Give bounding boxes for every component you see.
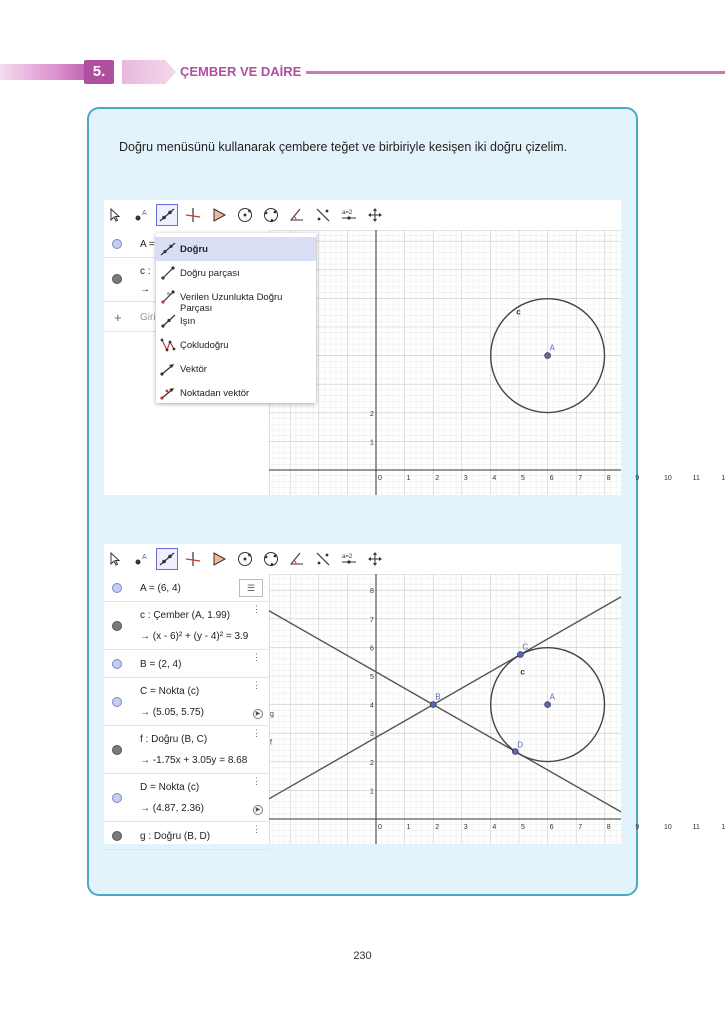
line-tool-icon[interactable] [156, 548, 178, 570]
menu-item-label: Doğru [180, 244, 208, 255]
menu-item-label: Işın [180, 316, 196, 327]
x-tick-label: 5 [521, 824, 525, 831]
x-tick-label: 5 [521, 475, 525, 482]
algebra-row-c-def[interactable] [104, 602, 269, 650]
visibility-toggle[interactable] [112, 697, 122, 707]
line-f[interactable] [269, 597, 621, 799]
point-A-label: A [549, 343, 555, 353]
move-tool-icon[interactable] [104, 204, 126, 226]
circle-through-points-icon[interactable] [260, 548, 282, 570]
visibility-toggle[interactable] [112, 659, 122, 669]
algebra-row-A-def[interactable] [104, 574, 269, 602]
algebra-value: → (5.05, 5.75) [140, 707, 204, 718]
y-tick-label: 3 [370, 731, 374, 739]
circle-center-point-icon[interactable] [234, 204, 256, 226]
polygon-icon[interactable] [208, 548, 230, 570]
visibility-toggle[interactable] [112, 831, 122, 841]
vector-icon [160, 361, 176, 377]
visibility-toggle[interactable] [112, 745, 122, 755]
angle-icon[interactable] [286, 548, 308, 570]
slider-text: a=2 [342, 210, 353, 216]
move-tool-icon[interactable] [104, 548, 126, 570]
menu-item-polyline[interactable] [156, 333, 316, 357]
algebra-definition: g : Doğru (B, D) [140, 831, 211, 842]
x-tick-label: 10 [664, 475, 672, 482]
menu-item-label: Verilen Uzunlukta Doğru Parçası [180, 292, 283, 314]
circle-c-label: c [520, 667, 525, 677]
chapter-number: 5. [84, 60, 114, 84]
point-D-label: D [517, 740, 524, 750]
segment-fixed-length-icon [160, 289, 176, 305]
more-options-icon[interactable]: ⋮ [252, 604, 261, 614]
x-tick-label: 10 [664, 824, 672, 831]
x-tick-label: 11 [692, 824, 700, 831]
menu-item-line[interactable] [156, 237, 316, 261]
move-graphics-icon[interactable] [364, 548, 386, 570]
y-tick-label: 2 [370, 759, 374, 767]
algebra-value: → (x - 6)² + (y - 4)² = 3.9 [140, 631, 249, 642]
x-tick-label: 6 [549, 475, 554, 482]
algebra-row-g-def[interactable] [104, 822, 269, 850]
menu-item-segment-fixed-length[interactable] [156, 285, 316, 314]
x-tick-label: 1 [721, 824, 725, 831]
play-animation-icon[interactable]: ▶ [253, 709, 263, 719]
graphics-view[interactable] [269, 574, 725, 844]
panel1-grid [269, 230, 621, 495]
algebra-definition: B = (2, 4) [140, 659, 182, 670]
line-f-label: f [270, 739, 272, 747]
x-tick-label: 2 [435, 475, 440, 482]
visibility-toggle[interactable] [112, 583, 122, 593]
x-tick-label: 0 [378, 824, 382, 831]
x-tick-label: 7 [578, 824, 583, 831]
svg-text:a: a [167, 291, 170, 297]
point-tool-icon[interactable] [130, 548, 152, 570]
toolbar [104, 200, 621, 231]
visibility-toggle[interactable] [112, 239, 122, 249]
x-tick-label: 6 [549, 824, 554, 831]
input-placeholder: Giri [140, 312, 156, 323]
y-tick-label: 2 [370, 410, 374, 418]
algebra-value: → -1.75x + 3.05y = 8.68 [140, 755, 248, 766]
perpendicular-line-icon[interactable] [182, 548, 204, 570]
x-tick-label: 9 [635, 475, 640, 482]
point-C[interactable] [517, 652, 523, 658]
angle-icon[interactable] [286, 204, 308, 226]
point-tool-icon[interactable] [130, 204, 152, 226]
add-icon[interactable]: + [114, 310, 122, 325]
y-tick-label: 1 [370, 788, 374, 796]
y-tick-label: 4 [370, 702, 374, 710]
panel2-grid [269, 574, 621, 844]
x-tick-label: 1 [406, 475, 411, 482]
menu-item-vector[interactable] [156, 357, 316, 381]
visibility-toggle[interactable] [112, 274, 122, 284]
line-g[interactable] [269, 611, 621, 812]
more-options-icon[interactable]: ⋮ [252, 728, 261, 738]
geogebra-panel-1 [104, 200, 725, 495]
y-tick-label: 6 [370, 645, 374, 653]
menu-item-vector-from-point[interactable] [156, 381, 316, 405]
ray-icon [160, 313, 176, 329]
svg-text:A: A [142, 554, 147, 561]
more-options-icon[interactable]: ⋮ [252, 680, 261, 690]
algebra-definition: C = Nokta (c) [140, 686, 200, 697]
algebra-row-f-def[interactable] [104, 726, 269, 774]
slider-icon[interactable] [338, 548, 360, 570]
algebra-definition: f : Doğru (B, C) [140, 734, 208, 745]
y-tick-label: 7 [370, 616, 374, 624]
line-g-label: g [270, 711, 274, 719]
x-tick-label: 11 [692, 475, 700, 482]
algebra-row-value: → [140, 284, 150, 295]
polyline-icon [160, 337, 176, 353]
point-C-label: C [522, 642, 529, 652]
algebra-row-B-def[interactable] [104, 650, 269, 678]
line-tools-menu [156, 233, 316, 403]
polygon-icon[interactable] [208, 204, 230, 226]
menu-item-label: Vektör [180, 364, 207, 375]
point-A-label: A [549, 692, 555, 702]
x-tick-label: 4 [492, 475, 497, 482]
more-options-icon[interactable]: ⋮ [252, 652, 261, 662]
reflect-icon[interactable] [312, 548, 334, 570]
x-tick-label: 2 [435, 824, 440, 831]
vector-from-point-icon [160, 385, 176, 401]
x-tick-label: 3 [463, 475, 468, 482]
page-number: 230 [353, 950, 372, 962]
algebra-definition: D = Nokta (c) [140, 782, 200, 793]
perpendicular-line-icon[interactable] [182, 204, 204, 226]
point-A[interactable] [545, 353, 551, 359]
algebra-view [104, 574, 270, 844]
menu-item-segment[interactable] [156, 261, 316, 285]
y-tick-label: 8 [370, 588, 374, 596]
x-tick-label: 8 [606, 824, 611, 831]
x-tick-label: 4 [492, 824, 497, 831]
algebra-definition: c : Çember (A, 1.99) [140, 610, 231, 621]
play-animation-icon[interactable]: ▶ [253, 805, 263, 815]
x-tick-label: 3 [463, 824, 468, 831]
algebra-value: → (4.87, 2.36) [140, 803, 204, 814]
menu-item-label: Çokludoğru [180, 340, 229, 351]
menu-item-ray[interactable] [156, 309, 316, 333]
circle-center-point-icon[interactable] [234, 548, 256, 570]
algebra-definition: A = (6, 4) [140, 583, 181, 594]
x-tick-label: 8 [606, 475, 611, 482]
y-tick-label: 1 [370, 439, 374, 447]
circle-c-label: c [516, 307, 521, 317]
chapter-arrow [122, 60, 176, 84]
menu-item-label: Doğru parçası [180, 268, 240, 279]
algebra-row-text: c : [140, 266, 151, 277]
geogebra-panel-2 [104, 544, 725, 844]
algebra-row-C-def[interactable] [104, 678, 269, 726]
style-bar-icon[interactable]: ☰ [239, 579, 263, 597]
point-B[interactable] [430, 702, 436, 708]
slider-icon[interactable] [338, 204, 360, 226]
toolbar [104, 544, 621, 575]
chapter-title: ÇEMBER VE DAİRE [180, 64, 302, 79]
x-tick-label: 1 [721, 475, 725, 482]
y-tick-label: 5 [370, 674, 374, 681]
segment-icon [160, 265, 176, 281]
visibility-toggle[interactable] [112, 793, 122, 803]
intro-text: Doğru menüsünü kullanarak çembere teğet ve birbiriyle kesişen iki doğru çizelim. [119, 140, 568, 154]
move-graphics-icon[interactable] [364, 204, 386, 226]
graphics-view[interactable] [269, 230, 725, 495]
visibility-toggle[interactable] [112, 621, 122, 631]
circle-through-points-icon[interactable] [260, 204, 282, 226]
line-tool-icon[interactable] [156, 204, 178, 226]
x-tick-label: 7 [578, 475, 583, 482]
reflect-icon[interactable] [312, 204, 334, 226]
x-tick-label: 0 [378, 475, 382, 482]
point-A[interactable] [545, 702, 551, 708]
svg-text:A: A [142, 210, 147, 217]
more-options-icon[interactable]: ⋮ [252, 776, 261, 786]
x-tick-label: 1 [406, 824, 411, 831]
x-tick-label: 9 [635, 824, 640, 831]
slider-text: a=2 [342, 554, 353, 560]
algebra-row-text: A = [140, 239, 155, 250]
more-options-icon[interactable]: ⋮ [252, 824, 261, 834]
header-rule [306, 71, 725, 74]
line-icon [160, 241, 176, 257]
algebra-row-D-def[interactable] [104, 774, 269, 822]
menu-item-label: Noktadan vektör [180, 388, 250, 399]
point-B-label: B [435, 692, 441, 702]
